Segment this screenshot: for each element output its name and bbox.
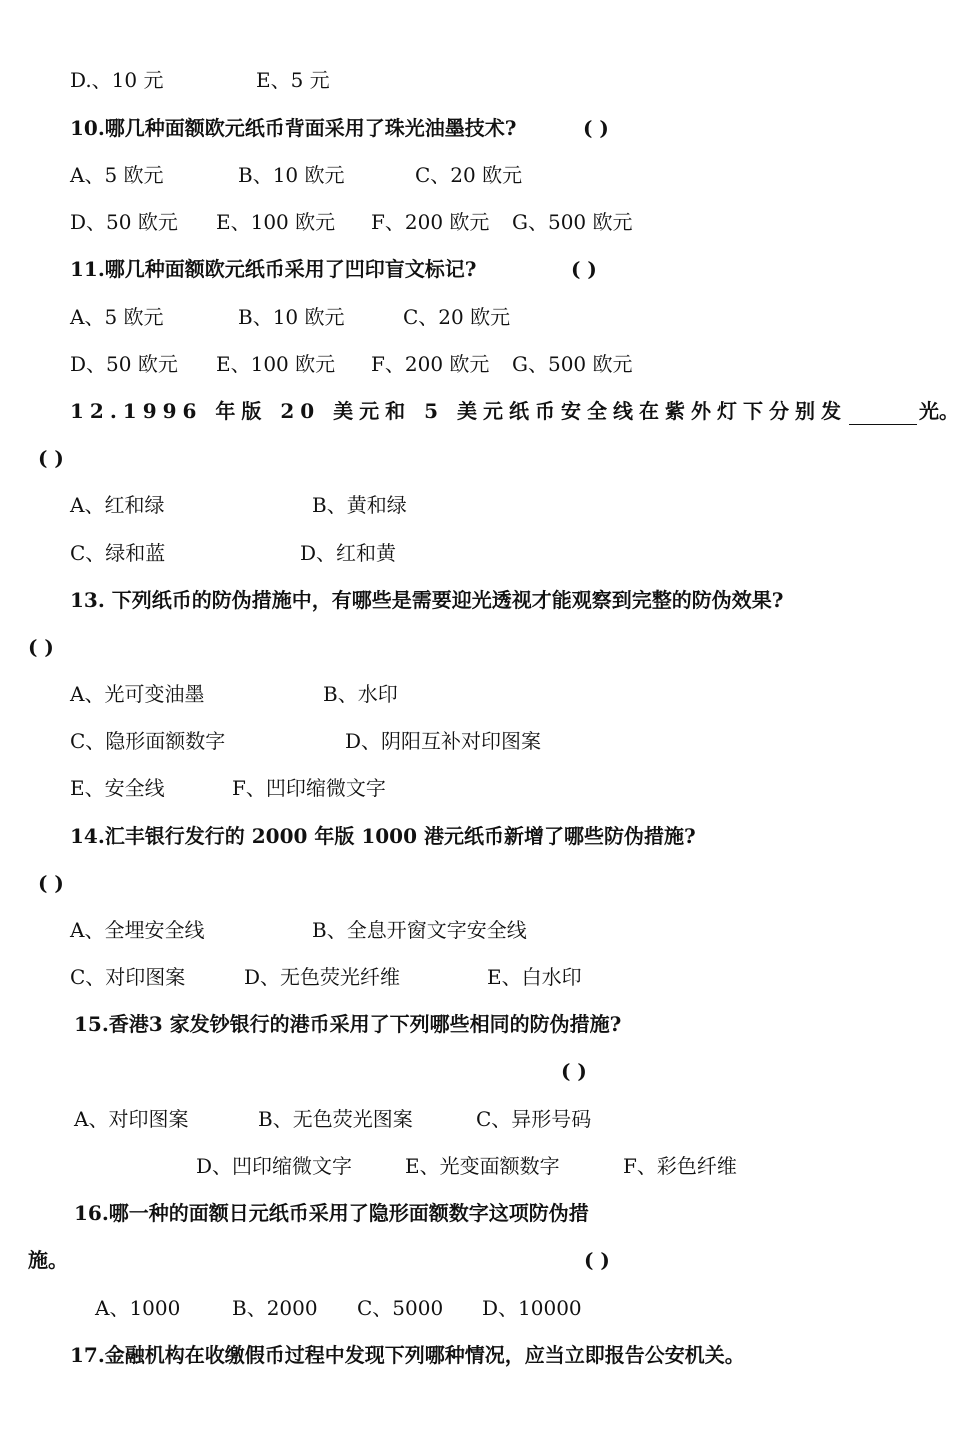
option-q14-d: D、无色荧光纤维	[244, 965, 401, 989]
option-q12-b: B、黄和绿	[312, 493, 407, 517]
option-q10-a: A、5 欧元	[70, 163, 164, 187]
option-q11-b: B、10 欧元	[238, 305, 345, 329]
option-q11-d: D、50 欧元	[70, 352, 178, 376]
question-16-continued: 施。	[28, 1248, 68, 1272]
option-q9-e: E、5 元	[256, 68, 330, 92]
option-q15-e: E、光变面额数字	[405, 1154, 560, 1178]
question-17: 17.金融机构在收缴假币过程中发现下列哪种情况，应当立即报告公安机关。	[70, 1343, 745, 1367]
option-q10-g: G、500 欧元	[512, 210, 633, 234]
question-12-text: 12.1996 年版 20 美元和 5 美元纸币安全线在紫外灯下分别发	[70, 399, 848, 423]
option-q10-e: E、100 欧元	[216, 210, 336, 234]
answer-paren-13: ( )	[28, 635, 54, 659]
option-q11-g: G、500 欧元	[512, 352, 633, 376]
option-q12-c: C、绿和蓝	[70, 541, 166, 565]
option-q15-a: A、对印图案	[74, 1107, 189, 1131]
option-q16-c: C、5000	[357, 1296, 444, 1320]
option-q14-b: B、全息开窗文字安全线	[312, 918, 527, 942]
option-q13-a: A、光可变油墨	[70, 682, 205, 706]
option-q11-f: F、200 欧元	[371, 352, 490, 376]
answer-paren-11: ( )	[571, 257, 597, 281]
option-q14-c: C、对印图案	[70, 965, 186, 989]
option-q16-d: D、10000	[482, 1296, 582, 1320]
option-q11-e: E、100 欧元	[216, 352, 336, 376]
question-13: 13. 下列纸币的防伪措施中，有哪些是需要迎光透视才能观察到完整的防伪效果?	[70, 588, 784, 612]
option-q13-f: F、凹印缩微文字	[232, 776, 386, 800]
option-q15-f: F、彩色纤维	[623, 1154, 737, 1178]
question-12-text-end: 光。	[919, 399, 959, 423]
option-q11-c: C、20 欧元	[403, 305, 511, 329]
option-q14-e: E、白水印	[487, 965, 582, 989]
option-q14-a: A、全埋安全线	[70, 918, 205, 942]
question-12	[70, 397, 959, 425]
option-q10-d: D、50 欧元	[70, 210, 178, 234]
question-10: 10.哪几种面额欧元纸币背面采用了珠光油墨技术?	[70, 116, 517, 140]
option-q16-a: A、1000	[95, 1296, 181, 1320]
option-q10-f: F、200 欧元	[371, 210, 490, 234]
option-q15-c: C、异形号码	[476, 1107, 592, 1131]
option-q10-b: B、10 欧元	[238, 163, 345, 187]
option-q11-a: A、5 欧元	[70, 305, 164, 329]
option-q10-c: C、20 欧元	[415, 163, 523, 187]
question-15: 15.香港3 家发钞银行的港币采用了下列哪些相同的防伪措施?	[74, 1012, 622, 1036]
option-q15-d: D、凹印缩微文字	[196, 1154, 353, 1178]
option-q13-d: D、阴阳互补对印图案	[345, 729, 542, 753]
option-q13-b: B、水印	[323, 682, 398, 706]
answer-paren-14: ( )	[38, 871, 64, 895]
option-q13-c: C、隐形面额数字	[70, 729, 226, 753]
option-q15-b: B、无色荧光图案	[258, 1107, 413, 1131]
option-q13-e: E、安全线	[70, 776, 165, 800]
question-11: 11.哪几种面额欧元纸币采用了凹印盲文标记?	[70, 257, 477, 281]
answer-paren-16: ( )	[584, 1248, 610, 1272]
question-16: 16.哪一种的面额日元纸币采用了隐形面额数字这项防伪措	[74, 1201, 589, 1225]
option-q16-b: B、2000	[232, 1296, 318, 1320]
option-q9-d: D.、10 元	[70, 68, 164, 92]
option-q12-d: D、红和黄	[300, 541, 397, 565]
answer-paren-10: ( )	[583, 116, 609, 140]
fill-blank	[849, 402, 917, 425]
answer-paren-12: ( )	[38, 446, 64, 470]
question-14: 14.汇丰银行发行的 2000 年版 1000 港元纸币新增了哪些防伪措施?	[70, 824, 696, 848]
option-q12-a: A、红和绿	[70, 493, 165, 517]
answer-paren-15: ( )	[561, 1059, 587, 1083]
